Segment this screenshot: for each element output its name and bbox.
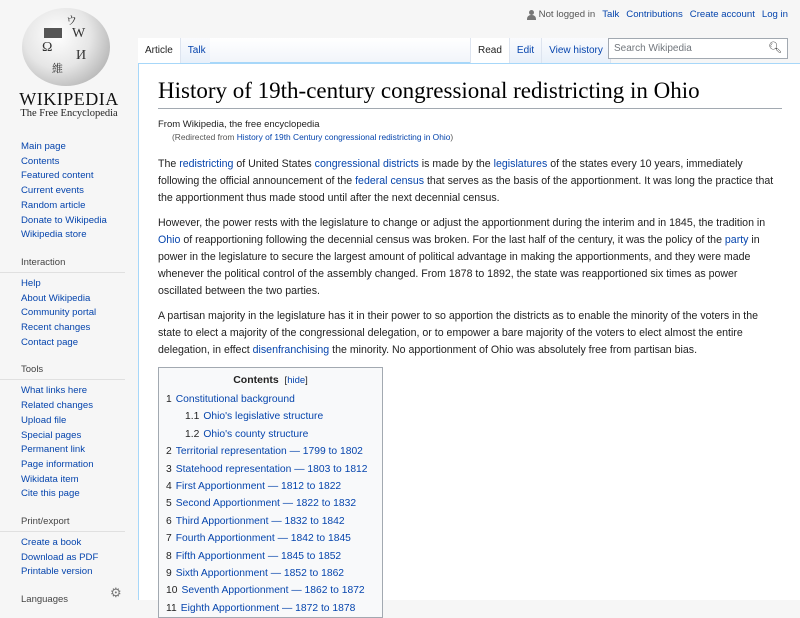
link-ohio[interactable]: Ohio xyxy=(158,234,181,246)
toc-item[interactable] xyxy=(166,495,375,512)
tab-read[interactable]: Read xyxy=(470,38,510,63)
toc-item[interactable] xyxy=(166,426,375,443)
tab-article[interactable]: Article xyxy=(138,38,181,63)
link-redistricting[interactable]: redistricting xyxy=(179,158,234,170)
not-logged-in xyxy=(527,9,596,20)
toc-item[interactable] xyxy=(166,513,375,530)
redirect-source-link[interactable]: History of 19th Century congressional redistricting in Ohio xyxy=(236,132,451,142)
redirect-prefix: (Redirected from xyxy=(172,132,237,142)
link-congressional-districts[interactable]: congressional districts xyxy=(314,158,419,170)
sidebar-item-main-page[interactable]: Main page xyxy=(21,141,66,152)
globe-glyph: ウ xyxy=(66,15,77,27)
toc-number: 11 xyxy=(166,602,177,614)
toc-item[interactable] xyxy=(166,548,375,565)
toc-number: 1.1 xyxy=(185,411,200,423)
contributions-link[interactable]: Contributions xyxy=(626,9,683,20)
toc-number: 5 xyxy=(166,498,172,510)
sidebar-navigation xyxy=(0,140,138,243)
toc-number: 1.2 xyxy=(185,428,200,440)
sidebar-item-cite-this-page[interactable]: Cite this page xyxy=(21,488,80,500)
user-icon xyxy=(527,10,536,20)
text: of the states every 10 years, immediately following the official announcement of the xyxy=(158,158,743,187)
search-placeholder: Search Wikipedia xyxy=(614,43,692,54)
logo-tagline: The Free Encyclopedia xyxy=(20,108,118,119)
text: is made by the xyxy=(418,158,494,170)
tab-talk[interactable]: Talk xyxy=(181,38,214,63)
sidebar-tools xyxy=(0,384,138,502)
sidebar-item-create-book[interactable]: Create a book xyxy=(21,537,82,549)
logo-wordmark: WIKIPEDIA xyxy=(19,89,119,109)
toc-link[interactable]: Sixth Apportionment — 1852 to 1862 xyxy=(175,568,345,580)
globe-glyph: 維 xyxy=(52,63,63,75)
sidebar-item-contents[interactable]: Contents xyxy=(21,155,60,167)
text: in power in the legislature to secure the largest amount of political advantage in making the apportionments, and they were made whenever the political control of the assembly changed. From 1878 to 1892, the state was reapportioned six times as power oscillated between the two parties. xyxy=(158,234,760,297)
toc-link[interactable]: Territorial representation — 1799 to 1802 xyxy=(175,446,363,458)
toc-number: 3 xyxy=(166,463,172,475)
text: However, the power rests with the legislature to change or adjust the apportionment during the interim and in 1845, the tradition in xyxy=(158,217,766,229)
toc-item[interactable] xyxy=(166,600,375,617)
tab-edit[interactable]: Edit xyxy=(510,38,542,63)
puzzle-globe-icon xyxy=(22,8,110,86)
article-content xyxy=(138,63,800,614)
site-subtitle: From Wikipedia, the free encyclopedia xyxy=(158,119,320,130)
sidebar-item-printable-version[interactable]: Printable version xyxy=(21,566,93,578)
toc-item[interactable] xyxy=(166,391,375,408)
toc-heading: Contents xyxy=(233,374,279,386)
sidebar-item-community-portal[interactable]: Community portal xyxy=(21,307,97,319)
toc-item[interactable] xyxy=(166,530,375,547)
sidebar-item-download-pdf[interactable]: Download as PDF xyxy=(21,551,99,563)
toc-number: 10 xyxy=(166,585,178,597)
text: A partisan majority in the legislature has it in their power to so apportion the districts as to enable the minority of the voters in the state to elect a majority of the congressional delegation, or to empower a bare majority of the voters to elect almost the entire delegation, in effect xyxy=(158,310,759,356)
sidebar-item-store[interactable]: Wikipedia store xyxy=(21,229,87,241)
sidebar-item-donate[interactable]: Donate to Wikipedia xyxy=(21,214,107,226)
sidebar-item-what-links-here[interactable]: What links here xyxy=(21,385,88,397)
sidebar-item-current-events[interactable]: Current events xyxy=(21,185,84,197)
sidebar-heading-languages: Languages xyxy=(21,594,69,606)
link-disenfranchising[interactable]: disenfranchising xyxy=(252,344,330,356)
page-title: History of 19th-century congressional redistricting in Ohio xyxy=(158,76,782,109)
text: The xyxy=(158,158,180,170)
toc-link[interactable]: Ohio's county structure xyxy=(203,428,309,440)
toc-number: 9 xyxy=(166,568,172,580)
toc-number: 4 xyxy=(166,481,172,493)
toc-link[interactable]: Second Apportionment — 1822 to 1832 xyxy=(175,498,357,510)
search-input[interactable] xyxy=(608,38,788,59)
sidebar-item-special-pages[interactable]: Special pages xyxy=(21,429,82,441)
text: of reapportioning following the decennial census was broken. For the last half of the century, it was the policy of the xyxy=(180,234,725,246)
sidebar-item-permanent-link[interactable]: Permanent link xyxy=(21,444,85,456)
text: of United States xyxy=(233,158,315,170)
toc-item[interactable] xyxy=(166,565,375,582)
wikipedia-logo[interactable] xyxy=(0,0,138,130)
bracket: ] xyxy=(305,375,308,386)
link-party[interactable]: party xyxy=(724,234,749,246)
redirect-suffix: ) xyxy=(450,132,454,142)
toc-number: 2 xyxy=(166,446,172,458)
toc-link[interactable]: Eighth Apportionment — 1872 to 1878 xyxy=(180,602,356,614)
toc-item[interactable] xyxy=(166,408,375,425)
toc-number: 1 xyxy=(166,394,172,405)
toc-item[interactable] xyxy=(166,582,375,599)
sidebar-interaction xyxy=(0,277,138,351)
sidebar-heading-tools: Tools xyxy=(0,364,125,380)
tab-bar-spacer xyxy=(210,38,470,63)
toc-list xyxy=(166,391,375,617)
sidebar-print-export xyxy=(0,536,138,580)
sidebar-heading-interaction: Interaction xyxy=(0,257,125,273)
log-in-link[interactable]: Log in xyxy=(761,9,788,20)
sidebar-item-contact[interactable]: Contact page xyxy=(21,336,79,348)
talk-link[interactable]: Talk xyxy=(602,9,620,20)
toc-link[interactable]: First Apportionment — 1812 to 1822 xyxy=(175,481,342,493)
paragraph-1 xyxy=(158,156,782,207)
toc-link[interactable]: Seventh Apportionment — 1862 to 1872 xyxy=(181,585,365,597)
globe-glyph: Ω xyxy=(42,40,53,55)
text: that serves as the basis of the apportionment. It was long the practice that the apportionment thus made stood until after the next decennial census. xyxy=(158,175,774,204)
table-of-contents xyxy=(158,367,383,618)
sidebar-item-related-changes[interactable]: Related changes xyxy=(21,400,94,412)
create-account-link[interactable]: Create account xyxy=(689,9,755,20)
text: the minority. No apportionment of Ohio was absolutely free from partisan bias. xyxy=(329,344,698,356)
sidebar-item-recent-changes[interactable]: Recent changes xyxy=(21,322,91,334)
toc-title xyxy=(166,374,375,386)
sidebar-item-wikidata-item[interactable]: Wikidata item xyxy=(21,473,79,485)
toc-number: 7 xyxy=(166,533,172,545)
link-federal-census[interactable]: federal census xyxy=(355,175,425,187)
toc-link[interactable]: Constitutional background xyxy=(175,394,295,405)
not-logged-in-label: Not logged in xyxy=(538,9,596,20)
namespace-tabs xyxy=(138,38,214,63)
toc-link[interactable]: Fifth Apportionment — 1845 to 1852 xyxy=(175,550,342,562)
sidebar-item-featured-content[interactable]: Featured content xyxy=(21,170,94,182)
personal-tools xyxy=(527,9,788,20)
toc-item[interactable] xyxy=(166,443,375,460)
paragraph-2 xyxy=(158,215,782,300)
toc-item[interactable] xyxy=(166,461,375,478)
sidebar-item-about[interactable]: About Wikipedia xyxy=(21,292,91,304)
toc-number: 8 xyxy=(166,550,172,562)
toc-hide-link[interactable]: hide xyxy=(287,375,306,386)
missing-piece xyxy=(44,28,62,38)
search-icon[interactable]: 🔍︎ xyxy=(768,42,782,54)
globe-glyph: И xyxy=(76,48,87,63)
toc-link[interactable]: Fourth Apportionment — 1842 to 1845 xyxy=(175,533,351,545)
toc-number: 6 xyxy=(166,515,172,527)
toc-link[interactable]: Ohio's legislative structure xyxy=(203,411,324,423)
globe-glyph: W xyxy=(72,26,86,41)
view-tabs xyxy=(470,38,611,63)
redirect-notice xyxy=(172,132,781,142)
toc-link[interactable]: Statehood representation — 1803 to 1812 xyxy=(175,463,368,475)
toc-hide-toggle[interactable] xyxy=(285,375,308,386)
sidebar-item-help[interactable]: Help xyxy=(21,277,41,289)
sidebar-item-random-article[interactable]: Random article xyxy=(21,199,86,211)
bracket: [ xyxy=(284,375,288,386)
sidebar-item-upload-file[interactable]: Upload file xyxy=(21,414,67,426)
sidebar xyxy=(0,140,138,613)
sidebar-item-page-information[interactable]: Page information xyxy=(21,458,94,470)
link-legislatures[interactable]: legislatures xyxy=(493,158,548,170)
paragraph-3 xyxy=(158,308,782,359)
toc-item[interactable] xyxy=(166,478,375,495)
gear-icon[interactable]: ⚙ xyxy=(110,585,122,600)
sidebar-heading-print-export: Print/export xyxy=(0,516,125,532)
tab-view-history[interactable]: View history xyxy=(542,38,611,63)
toc-link[interactable]: Third Apportionment — 1832 to 1842 xyxy=(175,515,345,527)
